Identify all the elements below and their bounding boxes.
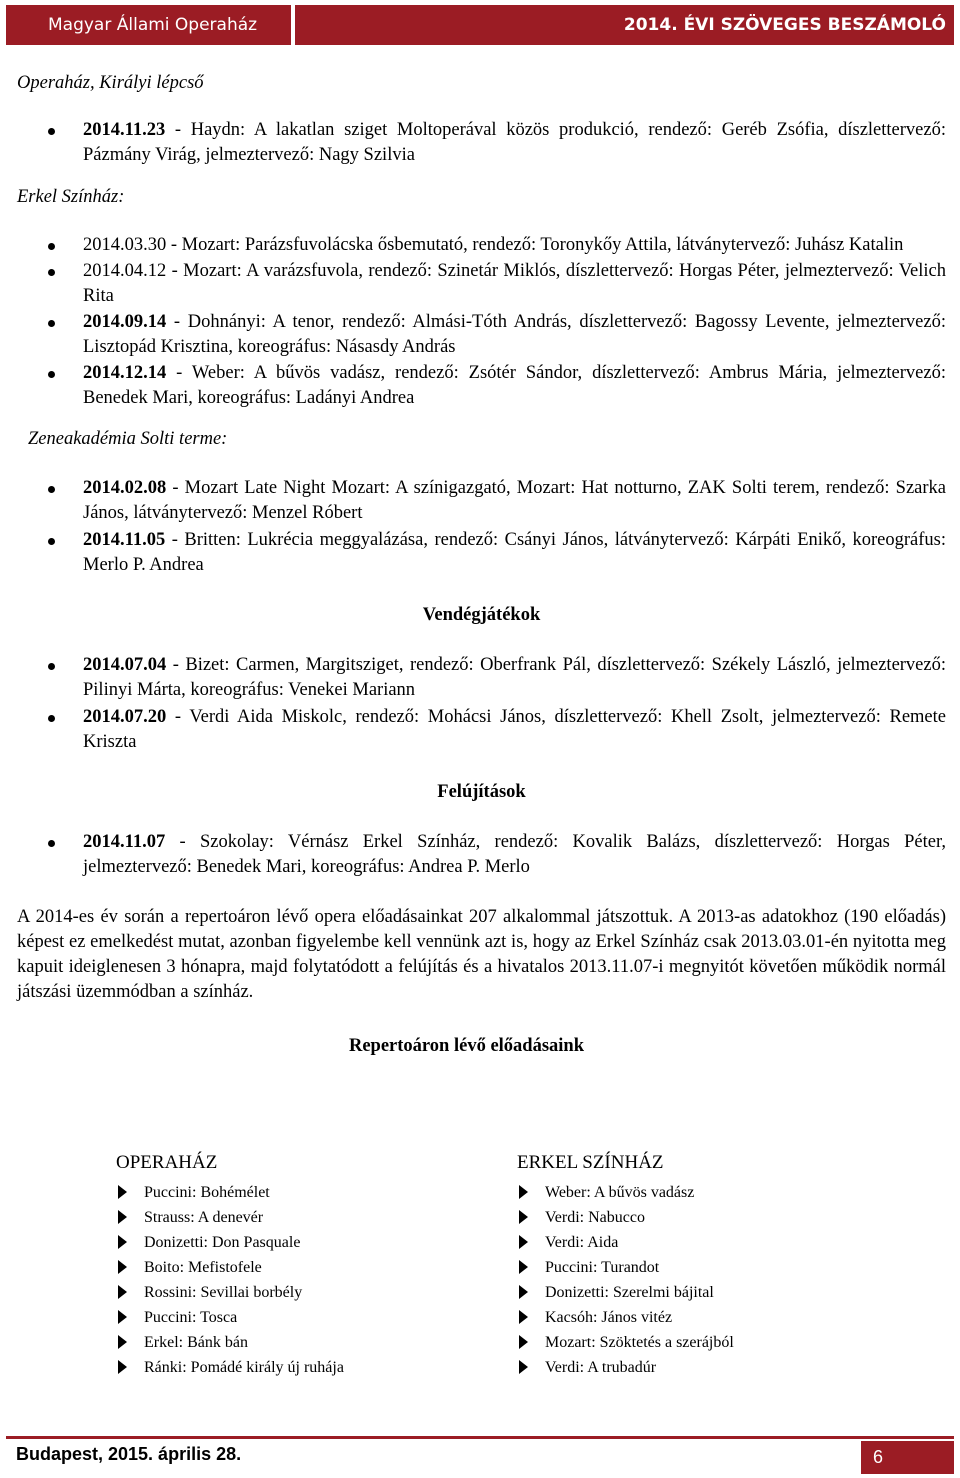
list-item-label: Donizetti: Szerelmi bájital <box>545 1284 714 1301</box>
event-item <box>17 233 946 258</box>
bullet-icon <box>48 320 55 327</box>
triangle-bullet-icon <box>519 1360 528 1374</box>
event-list-erkel <box>17 233 946 411</box>
list-item-label: Verdi: A trubadúr <box>545 1359 657 1376</box>
bullet-icon <box>48 243 55 250</box>
list-item-label: Kacsóh: János vitéz <box>545 1309 673 1326</box>
repertoire-heading: Repertoáron lévő előadásaink <box>348 1036 585 1056</box>
event-text: - Haydn: A lakatlan sziget Moltoperával közös produkció, rendező: Geréb Zsófia, díszlettervező: Pázmány Virág, jelmeztervező: Nagy Szilvia <box>83 120 946 165</box>
list-item-label: Verdi: Aida <box>545 1234 619 1251</box>
triangle-bullet-icon <box>118 1185 127 1199</box>
event-list-renovation <box>17 830 946 880</box>
bullet-icon <box>48 538 55 545</box>
erkel-list <box>517 1180 734 1380</box>
list-item <box>116 1255 344 1280</box>
list-item <box>517 1180 734 1205</box>
list-item-label: Erkel: Bánk bán <box>144 1334 248 1351</box>
event-date: 2014.11.05 <box>83 530 166 550</box>
list-item <box>116 1280 344 1305</box>
event-date: 2014.09.14 <box>83 312 167 332</box>
event-text: - Szokolay: Vérnász Erkel Színház, rendező: Kovalik Balázs, díszlettervező: Horgas Péter, jelmeztervező: Benedek Mari, koreográfus: Andrea P. Merlo <box>83 832 946 877</box>
event-item <box>17 310 946 360</box>
triangle-bullet-icon <box>118 1260 127 1274</box>
event-text: - Weber: A bűvös vadász, rendező: Zsótér Sándor, díszlettervező: Ambrus Mária, jelmeztervező: Benedek Mari, koreográfus: Ladányi Andrea <box>83 363 946 408</box>
list-item <box>517 1280 734 1305</box>
triangle-bullet-icon <box>519 1285 528 1299</box>
page-number: 6 <box>861 1441 954 1474</box>
event-item <box>17 705 946 755</box>
event-date: 2014.07.04 <box>83 655 167 675</box>
list-item-label: Puccini: Bohémélet <box>144 1184 270 1201</box>
event-list-royal <box>17 118 946 168</box>
repertoire-erkel-column <box>517 1152 734 1380</box>
event-date: 2014.03.30 <box>83 235 167 255</box>
event-date: 2014.04.12 <box>83 261 167 281</box>
event-text: - Britten: Lukrécia meggyalázása, rendező: Csányi János, látványtervező: Kárpáti Enikő, koreográfus: Merlo P. Andrea <box>83 530 946 575</box>
summary-paragraph: A 2014-es év során a repertoáron lévő opera előadásainkat 207 alkalommal játszottuk. A 2013-as adatokhoz (190 előadás) képest ez emelkedést mutat, azonban figyelembe kell vennünk azt is, hogy az Erkel Színház csak 2013.03.01-én nyitotta meg kapuit ideiglenesen 3 hónapra, majd folytatódott a felújítás és a hivatalos 2013.11.07-i megnyitót követően működik normál játszási üzemmódban a színház. <box>17 907 946 1002</box>
column-heading-erkel: ERKEL SZÍNHÁZ <box>517 1152 664 1173</box>
list-item-label: Boito: Mefistofele <box>144 1259 262 1276</box>
section-heading-royal-stairs: Operaház, Királyi lépcső <box>17 73 204 93</box>
list-item <box>116 1305 344 1330</box>
header-title-right: 2014. ÉVI SZÖVEGES BESZÁMOLÓ <box>295 5 954 45</box>
event-item <box>17 476 946 526</box>
event-date: 2014.11.07 <box>83 832 166 852</box>
event-text: - Mozart: Parázsfuvolácska ősbemutató, rendező: Toronykőy Attila, látványtervező: Juhász Katalin <box>166 235 904 255</box>
list-item <box>116 1180 344 1205</box>
section-heading-solti: Zeneakadémia Solti terme: <box>28 429 228 449</box>
bullet-icon <box>48 128 55 135</box>
bullet-icon <box>48 371 55 378</box>
triangle-bullet-icon <box>118 1360 127 1374</box>
triangle-bullet-icon <box>519 1335 528 1349</box>
event-item <box>17 118 946 168</box>
event-text: - Bizet: Carmen, Margitsziget, rendező: Oberfrank Pál, díszlettervező: Székely László, jelmeztervező: Pilinyi Márta, koreográfus: Venekei Mariann <box>83 655 946 700</box>
list-item-label: Mozart: Szöktetés a szerájból <box>545 1334 734 1351</box>
triangle-bullet-icon <box>118 1210 127 1224</box>
section-heading-guest: Vendégjátékok <box>422 605 541 625</box>
header-title-left: Magyar Állami Operaház <box>6 5 291 45</box>
triangle-bullet-icon <box>519 1310 528 1324</box>
triangle-bullet-icon <box>519 1185 528 1199</box>
event-date: 2014.12.14 <box>83 363 167 383</box>
list-item <box>116 1230 344 1255</box>
list-item <box>517 1205 734 1230</box>
list-item <box>517 1305 734 1330</box>
triangle-bullet-icon <box>118 1335 127 1349</box>
list-item <box>517 1355 734 1380</box>
footer-location-date: Budapest, 2015. április 28. <box>16 1444 242 1464</box>
event-text: - Mozart: A varázsfuvola, rendező: Szinetár Miklós, díszlettervező: Horgas Péter, jelmeztervező: Velich Rita <box>83 261 946 306</box>
event-date: 2014.11.23 <box>83 120 166 140</box>
event-list-solti <box>17 476 946 578</box>
list-item <box>517 1230 734 1255</box>
triangle-bullet-icon <box>118 1285 127 1299</box>
section-heading-renovation: Felújítások <box>437 782 526 802</box>
list-item <box>116 1330 344 1355</box>
event-item <box>17 830 946 880</box>
bullet-icon <box>48 840 55 847</box>
event-item <box>17 528 946 578</box>
event-item <box>17 653 946 703</box>
section-heading-erkel: Erkel Színház: <box>17 187 125 207</box>
list-item-label: Puccini: Turandot <box>545 1259 660 1276</box>
event-item <box>17 361 946 411</box>
list-item-label: Donizetti: Don Pasquale <box>144 1234 301 1251</box>
list-item-label: Rossini: Sevillai borbély <box>144 1284 303 1301</box>
bullet-icon <box>48 715 55 722</box>
document-body <box>17 58 946 1059</box>
triangle-bullet-icon <box>118 1235 127 1249</box>
triangle-bullet-icon <box>118 1310 127 1324</box>
list-item <box>517 1330 734 1355</box>
triangle-bullet-icon <box>519 1235 528 1249</box>
event-list-guest <box>17 653 946 755</box>
list-item-label: Ránki: Pomádé király új ruhája <box>144 1359 344 1376</box>
list-item <box>116 1205 344 1230</box>
event-date: 2014.07.20 <box>83 707 167 727</box>
list-item-label: Verdi: Nabucco <box>545 1209 645 1226</box>
bullet-icon <box>48 486 55 493</box>
triangle-bullet-icon <box>519 1210 528 1224</box>
bullet-icon <box>48 269 55 276</box>
list-item-label: Weber: A bűvös vadász <box>545 1184 695 1201</box>
list-item-label: Strauss: A denevér <box>144 1209 264 1226</box>
event-text: - Dohnányi: A tenor, rendező: Almási-Tóth András, díszlettervező: Bagossy Levente, jelmeztervező: Lisztopád Krisztina, koreográfus: Násasdy András <box>83 312 946 357</box>
footer-divider <box>6 1436 954 1439</box>
list-item <box>116 1355 344 1380</box>
event-text: - Mozart Late Night Mozart: A színigazgató, Mozart: Hat notturno, ZAK Solti terem, rendező: Szarka János, látványtervező: Menzel Róbert <box>83 478 946 523</box>
list-item <box>517 1255 734 1280</box>
repertoire-opera-house-column <box>116 1152 344 1380</box>
column-heading-opera-house: OPERAHÁZ <box>116 1152 218 1173</box>
event-date: 2014.02.08 <box>83 478 167 498</box>
opera-house-list <box>116 1180 344 1380</box>
event-item <box>17 259 946 309</box>
list-item-label: Puccini: Tosca <box>144 1309 238 1326</box>
event-text: - Verdi Aida Miskolc, rendező: Mohácsi János, díszlettervező: Khell Zsolt, jelmeztervező: Remete Kriszta <box>83 707 946 752</box>
bullet-icon <box>48 663 55 670</box>
triangle-bullet-icon <box>519 1260 528 1274</box>
